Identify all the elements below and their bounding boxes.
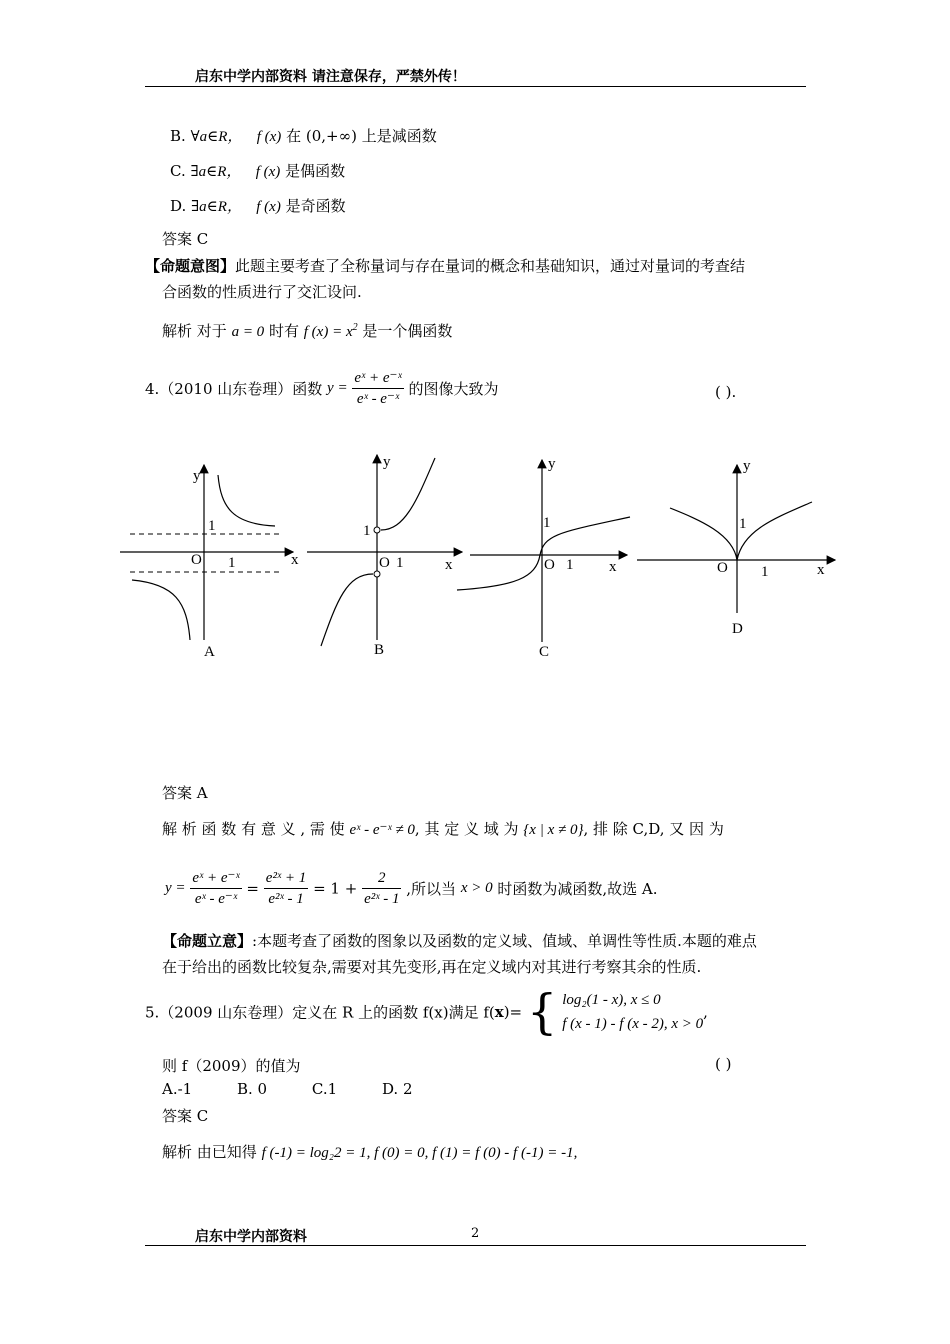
option-b: B. ∀a∈R， f (x) 在 (0,+∞) 上是减函数 (170, 127, 437, 145)
svg-text:C: C (539, 644, 550, 660)
svg-text:1: 1 (208, 518, 216, 534)
svg-text:1: 1 (566, 557, 574, 573)
q5-cases: log₂(1 - x), x ≤ 0 f (x - 1) - f (x - 2), x > 0 (562, 992, 704, 1032)
q5-stem: 5.（2009 山东卷理）定义在 R 上的函数 f(x)满足 f(x)= { log₂(1 - x), x ≤ 0 f (x - 1) - f (x - 2), x > 0 , (145, 984, 708, 1040)
q3-answer: 答案 C (162, 230, 209, 248)
graph-a-curve-right (218, 475, 275, 526)
q4-answer: 答案 A (162, 784, 208, 802)
svg-text:x: x (291, 552, 299, 568)
q5-option-a: A.-1 (162, 1080, 193, 1098)
q3-intent-line2: 合函数的性质进行了交汇设问. (162, 283, 362, 301)
svg-text:D: D (732, 621, 743, 637)
q5-option-b: B. 0 (237, 1080, 268, 1098)
q5-option-d: D. 2 (381, 1080, 413, 1098)
svg-text:1: 1 (739, 516, 747, 532)
svg-text:1: 1 (543, 515, 551, 531)
svg-text:A: A (204, 644, 215, 660)
svg-text:y: y (193, 468, 201, 484)
graph-b-open-point-bottom (374, 571, 380, 577)
q4-intent-line1: 【命题立意】:本题考查了函数的图象以及函数的定义域、值域、单调性等性质.本题的难点 (162, 932, 757, 950)
q5-option-c: C.1 (311, 1080, 338, 1098)
q5-answer: 答案 C (162, 1107, 209, 1125)
graph-d (637, 458, 835, 637)
graph-c (457, 456, 630, 660)
svg-text:x: x (609, 559, 617, 575)
svg-text:O: O (379, 555, 390, 571)
svg-text:1: 1 (761, 564, 769, 580)
q5-question: 则 f（2009）的值为 (162, 1057, 301, 1075)
q5-analysis: 解析 由已知得 f (-1) = log₂2 = 1, f (0) = 0, f (1) = f (0) - f (-1) = -1, (162, 1143, 578, 1161)
graph-d-curve-left (670, 508, 737, 560)
q5-options (162, 1080, 413, 1098)
q5-brace: { (526, 984, 558, 1040)
q4-fraction: $\frac{\text{eˣ + e⁻ˣ}}{\text{eˣ - e⁻ˣ}}$ (354, 370, 402, 407)
graph-b-curve-left (321, 574, 373, 646)
svg-text:y: y (743, 458, 751, 474)
q4-intent-line2: 在于给出的函数比较复杂,需要对其先变形,再在定义域内对其进行考察其余的性质. (162, 958, 702, 976)
graph-a-curve-left (132, 580, 190, 640)
q4-graphs (115, 450, 845, 670)
graph-b (307, 454, 462, 658)
header-rule (145, 86, 806, 87)
q3-analysis: 解析 对于 a = 0 时有 f $(x) = x^2$ 是一个偶函数 (162, 322, 453, 340)
graph-b-open-point-top (374, 527, 380, 533)
option-d: D. ∃a∈R， f (x) 是奇函数 (170, 197, 346, 215)
svg-text:1: 1 (396, 555, 404, 571)
header-title: 启东中学内部资料 请注意保存，严禁外传！ (195, 69, 466, 85)
svg-text:O: O (191, 552, 202, 568)
q5-answer-paren: ( ) (715, 1055, 732, 1073)
footer-title: 启东中学内部资料 (195, 1229, 307, 1245)
svg-text:x: x (817, 562, 825, 578)
svg-text:1: 1 (363, 523, 371, 539)
svg-text:O: O (544, 557, 555, 573)
q4-stem: 4.（2010 山东卷理）函数 y = $\frac{\text{eˣ + e⁻ˣ}}{\text{eˣ - e⁻ˣ}}$ 的图像大致为 (145, 370, 499, 407)
graph-d-curve-right (737, 502, 812, 560)
graph-a (120, 465, 299, 660)
svg-text:B: B (374, 642, 385, 658)
q4-answer-paren: ( ). (715, 383, 737, 401)
svg-text:y: y (383, 454, 391, 470)
svg-text:y: y (548, 456, 556, 472)
footer-rule (145, 1245, 806, 1246)
svg-text:x: x (445, 557, 453, 573)
q3-intent-line1: 【命题意图】此题主要考查了全称量词与存在量词的概念和基础知识，通过对量词的考查结 (145, 257, 746, 275)
svg-text:O: O (717, 560, 728, 576)
option-c: C. ∃a∈R， f (x) 是偶函数 (170, 162, 346, 180)
page-number: 2 (471, 1226, 480, 1241)
svg-text:1: 1 (228, 555, 236, 571)
q4-equation: y = $\frac{\text{eˣ + e⁻ˣ}}{\text{eˣ - e⁻ˣ}}$ = $\frac{\text{e²ˣ + 1}}{\text{e²ˣ - 1}}$ = 1 + $\frac{2}{\text{e²ˣ - 1}}$ ,所以当 x > 0 时函数为减函数,故选 A. (165, 870, 658, 907)
q4-analysis-line1: 解 析 函 数 有 意 义 , 需 使 eˣ - e⁻ˣ ≠ 0, 其 定 义 域 为 {x | x ≠ 0}, 排 除 C,D, 又 因 为 (162, 820, 724, 838)
